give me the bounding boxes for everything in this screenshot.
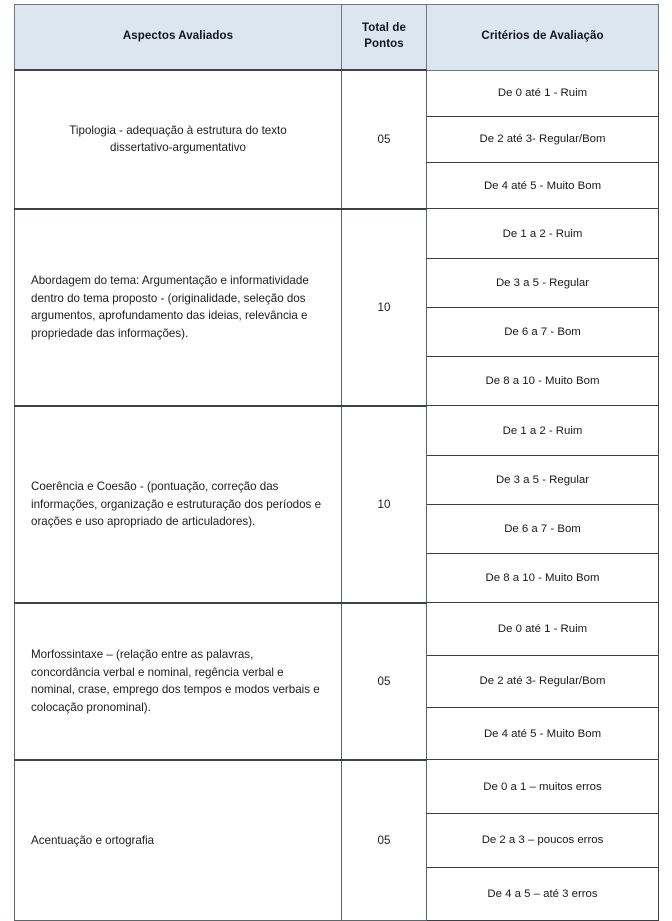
criteria-cell: De 0 até 1 - Ruim bbox=[427, 70, 659, 116]
aspect-cell-4 bbox=[15, 603, 342, 760]
column-header-criteria: Critérios de Avaliação bbox=[427, 5, 659, 71]
criteria-cell: De 0 até 1 - Ruim bbox=[427, 603, 659, 655]
aspect-text-line: Coerência e Coesão - (pontuação, correção das bbox=[31, 479, 279, 493]
table-body bbox=[15, 70, 659, 921]
total-points-cell-1: 05 bbox=[342, 70, 427, 209]
aspect-text-line: informações, organização e estruturação dos períodos e bbox=[31, 497, 322, 511]
criteria-cell: De 1 a 2 - Ruim bbox=[427, 209, 659, 258]
aspect-text-line: Tipologia - adequação à estrutura do texto bbox=[69, 123, 287, 137]
table-header bbox=[15, 5, 659, 71]
total-points-cell-2: 10 bbox=[342, 209, 427, 406]
criteria-cell: De 2 até 3- Regular/Bom bbox=[427, 116, 659, 162]
criteria-cell: De 1 a 2 - Ruim bbox=[427, 406, 659, 455]
criteria-cell: De 4 até 5 - Muito Bom bbox=[427, 163, 659, 209]
column-header-total-points-line1: Total de bbox=[361, 22, 407, 35]
aspect-text-line: nominal, crase, emprego dos tempos e modos verbais e bbox=[31, 683, 320, 697]
table-row bbox=[15, 760, 659, 814]
aspect-text-line: Abordagem do tema: Argumentação e informatividade bbox=[31, 273, 309, 287]
table-row bbox=[15, 70, 659, 116]
total-points-cell-3: 10 bbox=[342, 406, 427, 603]
column-header-total-points bbox=[342, 5, 427, 71]
table-row bbox=[15, 406, 659, 455]
evaluation-rubric-table bbox=[14, 4, 659, 921]
criteria-cell: De 2 a 3 – poucos erros bbox=[427, 814, 659, 868]
criteria-cell: De 8 a 10 - Muito Bom bbox=[427, 554, 659, 603]
criteria-cell: De 4 a 5 – até 3 erros bbox=[427, 867, 659, 921]
column-header-aspects: Aspectos Avaliados bbox=[15, 5, 342, 71]
column-header-total-points-line2: Pontos bbox=[364, 38, 404, 50]
aspect-text-line: dissertativo-argumentativo bbox=[110, 141, 246, 155]
aspect-text-line: argumentos, aprofundamento das ideias, relevância e bbox=[31, 309, 308, 323]
aspect-text-line: propriedade das informações). bbox=[31, 327, 189, 341]
criteria-cell: De 6 a 7 - Bom bbox=[427, 504, 659, 553]
aspect-cell-1 bbox=[15, 70, 342, 209]
aspect-cell-5 bbox=[15, 760, 342, 921]
table-row bbox=[15, 603, 659, 655]
criteria-cell: De 6 a 7 - Bom bbox=[427, 307, 659, 356]
aspect-text-line: orações e uso apropriado de articuladores). bbox=[31, 515, 256, 529]
criteria-cell: De 8 a 10 - Muito Bom bbox=[427, 357, 659, 406]
aspect-text-line: Morfossintaxe – (relação entre as palavras, bbox=[31, 647, 254, 661]
criteria-cell: De 3 a 5 - Regular bbox=[427, 258, 659, 307]
total-points-cell-5: 05 bbox=[342, 760, 427, 921]
criteria-cell: De 3 a 5 - Regular bbox=[427, 455, 659, 504]
aspect-cell-3 bbox=[15, 406, 342, 603]
aspect-text-line: colocação pronominal). bbox=[31, 701, 151, 715]
aspect-cell-2 bbox=[15, 209, 342, 406]
criteria-cell: De 4 até 5 - Muito Bom bbox=[427, 708, 659, 760]
total-points-cell-4: 05 bbox=[342, 603, 427, 760]
aspect-text-line: concordância verbal e nominal, regência verbal e bbox=[31, 665, 284, 679]
criteria-cell: De 0 a 1 – muitos erros bbox=[427, 760, 659, 814]
aspect-text-line: dentro do tema proposto - (originalidade, seleção dos bbox=[31, 291, 306, 305]
criteria-cell: De 2 até 3- Regular/Bom bbox=[427, 655, 659, 707]
aspect-text-line: Acentuação e ortografia bbox=[31, 833, 155, 847]
table-row bbox=[15, 209, 659, 258]
header-row bbox=[15, 5, 659, 71]
